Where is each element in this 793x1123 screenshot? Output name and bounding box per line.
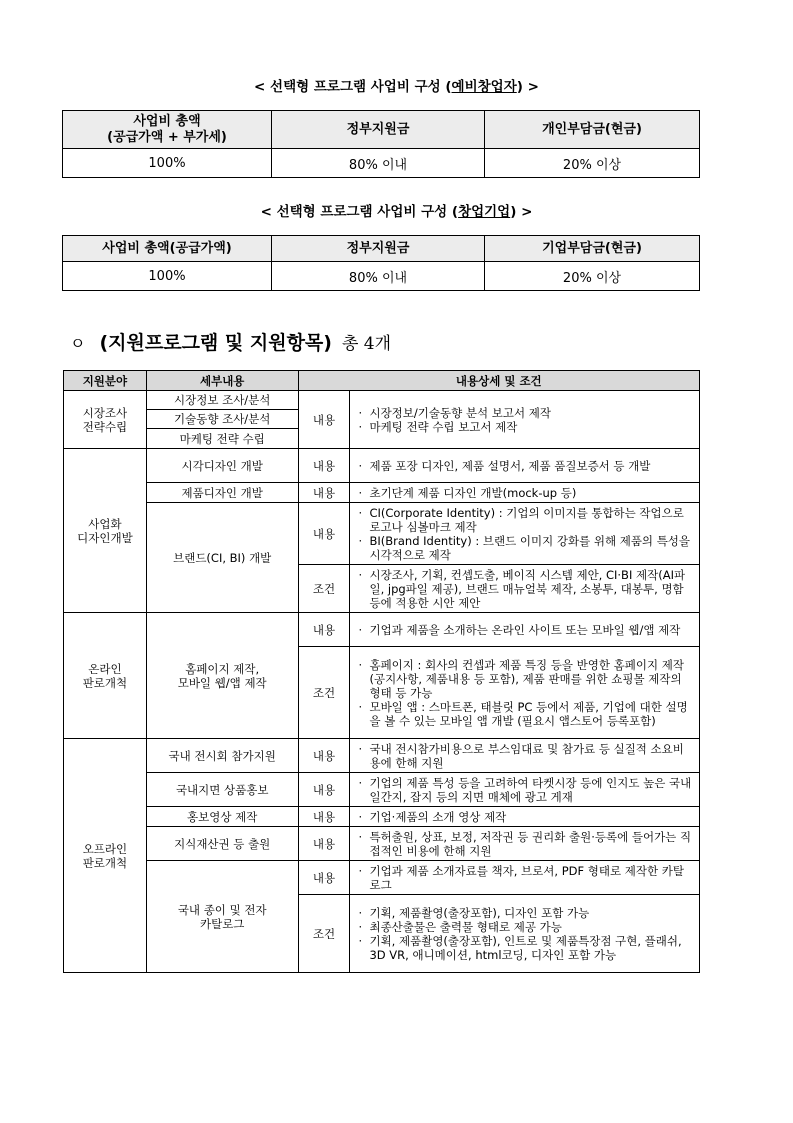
sub-item: 국내지면 상품홍보	[146, 773, 298, 807]
kind-label: 조건	[298, 647, 350, 739]
detail-cell: · CI(Corporate Identity) : 기업의 이미지를 통합하는 작업으로 로고나 심볼마크 제작 · BI(Brand Identity) : 브랜드 이미지 강화를 위해 제품의 특성을 시각적으로 제작	[350, 503, 700, 565]
header-detail: 세부내용	[146, 371, 298, 391]
support-program-table	[63, 370, 700, 973]
value-total-cost: 100%	[63, 149, 272, 178]
sub-item: 브랜드(CI, BI) 개발	[146, 503, 298, 613]
table-row	[64, 391, 700, 410]
kind-label: 내용	[298, 807, 350, 827]
cost-table-caption-startup: < 선택형 프로그램 사업비 구성 (창업기업) >	[260, 204, 533, 220]
kind-label: 내용	[298, 739, 350, 773]
sub-item: 마케팅 전략 수립	[146, 429, 298, 449]
value-company-share: 20% 이상	[485, 262, 700, 291]
kind-label: 내용	[298, 613, 350, 647]
caption-emphasis: 예비창업자	[451, 79, 517, 95]
detail-cell: · 제품 포장 디자인, 제품 설명서, 제품 품질보증서 등 개발	[350, 449, 700, 483]
table-row	[64, 449, 700, 483]
kind-label: 내용	[298, 391, 350, 449]
cost-table-prospective	[62, 110, 700, 178]
header-conditions: 내용상세 및 조건	[298, 371, 699, 391]
sub-item: 국내 전시회 참가지원	[146, 739, 298, 773]
table-row	[64, 807, 700, 827]
table-row	[64, 613, 700, 647]
detail-cell: · 홈페이지 : 회사의 컨셉과 제품 특징 등을 반영한 홈페이지 제작(공지사항, 제품내용 등 포함), 제품 판매를 위한 쇼핑몰 제작의 형태 등 가능 · 모바일 앱 : 스마트폰, 태블릿 PC 등에서 제품, 기업에 대한 설명을 볼 수 있는 모바일 앱 개발 (필요시 앱스토어 등록포함)	[350, 647, 700, 739]
sub-item: 기술동향 조사/분석	[146, 410, 298, 429]
sub-item: 시장정보 조사/분석	[146, 391, 298, 410]
header-gov-support: 정부지원금	[272, 111, 485, 149]
detail-cell: · 기업·제품의 소개 영상 제작	[350, 807, 700, 827]
table-row	[64, 503, 700, 565]
cost-table-caption-prospective: < 선택형 프로그램 사업비 구성 (예비창업자) >	[254, 79, 539, 95]
value-gov-support: 80% 이내	[272, 149, 485, 178]
detail-cell: · 기업의 제품 특성 등을 고려하여 타켓시장 등에 인지도 높은 국내 일간지, 잡지 등의 지면 매체에 광고 게재	[350, 773, 700, 807]
field-offline-sales: 오프라인 판로개척	[64, 739, 147, 973]
section-count: 총 4개	[341, 334, 392, 354]
kind-label: 내용	[298, 483, 350, 503]
field-market-research: 시장조사 전략수립	[64, 391, 147, 449]
value-gov-support: 80% 이내	[272, 262, 485, 291]
field-design-development: 사업화 디자인개발	[64, 449, 147, 613]
kind-label: 조건	[298, 565, 350, 613]
kind-label: 내용	[298, 503, 350, 565]
detail-cell: · 기업과 제품을 소개하는 온라인 사이트 또는 모바일 웹/앱 제작	[350, 613, 700, 647]
caption-emphasis: 창업기업	[458, 204, 511, 220]
section-heading	[70, 330, 391, 356]
table-row	[64, 861, 700, 895]
cost-table-startup	[62, 235, 700, 291]
value-total-cost: 100%	[63, 262, 272, 291]
header-field: 지원분야	[64, 371, 147, 391]
sub-item: 국내 종이 및 전자 카탈로그	[146, 861, 298, 973]
section-marker: ㅇ	[70, 334, 86, 353]
sub-item: 홈페이지 제작, 모바일 웹/앱 제작	[146, 613, 298, 739]
table-row	[64, 483, 700, 503]
header-gov-support: 정부지원금	[272, 236, 485, 262]
table-row	[64, 827, 700, 861]
kind-label: 내용	[298, 861, 350, 895]
detail-cell: · 기업과 제품 소개자료를 책자, 브로셔, PDF 형태로 제작한 카탈로그	[350, 861, 700, 895]
sub-item: 홍보영상 제작	[146, 807, 298, 827]
kind-label: 내용	[298, 449, 350, 483]
table-row	[64, 739, 700, 773]
detail-cell: · 시장정보/기술동향 분석 보고서 제작 · 마케팅 전략 수립 보고서 제작	[350, 391, 700, 449]
header-total-cost: 사업비 총액 (공급가액 + 부가세)	[63, 111, 272, 149]
header-total-cost: 사업비 총액(공급가액)	[63, 236, 272, 262]
detail-cell: · 시장조사, 기획, 컨셉도출, 베이직 시스템 제안, CI·BI 제작(AI파일, jpg파일 제공), 브랜드 매뉴얼북 제작, 소봉투, 대봉투, 명함 등에 적용한 시안 제안	[350, 565, 700, 613]
sub-item: 지식재산권 등 출원	[146, 827, 298, 861]
detail-cell: · 기획, 제품촬영(출장포함), 디자인 포함 가능 · 최종산출물은 출력물 형태로 제공 가능 · 기획, 제품촬영(출장포함), 인트로 및 제품특장점 구현, 플래쉬, 3D VR, 애니메이션, html코딩, 디자인 포함 가능	[350, 895, 700, 973]
detail-cell: · 초기단계 제품 디자인 개발(mock-up 등)	[350, 483, 700, 503]
sub-item: 제품디자인 개발	[146, 483, 298, 503]
field-online-sales: 온라인 판로개척	[64, 613, 147, 739]
kind-label: 조건	[298, 895, 350, 973]
table-row	[64, 773, 700, 807]
header-company-share: 기업부담금(현금)	[485, 236, 700, 262]
header-personal-share: 개인부담금(현금)	[485, 111, 700, 149]
kind-label: 내용	[298, 773, 350, 807]
kind-label: 내용	[298, 827, 350, 861]
value-personal-share: 20% 이상	[485, 149, 700, 178]
section-title: (지원프로그램 및 지원항목)	[99, 332, 332, 354]
detail-cell: · 특허출원, 상표, 보정, 저작권 등 권리화 출원·등록에 들어가는 직접적인 비용에 한해 지원	[350, 827, 700, 861]
detail-cell: · 국내 전시참가비용으로 부스임대료 및 참가료 등 실질적 소요비용에 한해 지원	[350, 739, 700, 773]
sub-item: 시각디자인 개발	[146, 449, 298, 483]
